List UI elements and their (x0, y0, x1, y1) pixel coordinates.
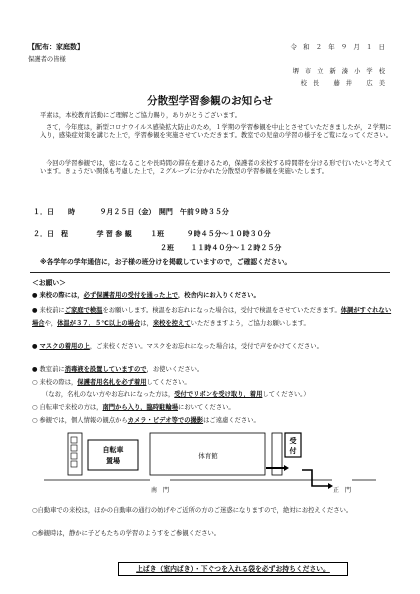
request-emphasis: 消毒液を設置していますので (64, 366, 147, 373)
request-item-3 (32, 341, 394, 354)
request-text: や， (44, 319, 58, 327)
bullet-mark: ● (32, 366, 38, 373)
left-building (68, 433, 82, 475)
request-item-6 (32, 404, 394, 412)
school-name: 堺 市 立 新 湊 小 学 校 (292, 68, 387, 75)
bicycle-parking (88, 440, 138, 470)
schedule-session2-row (160, 244, 281, 253)
request-emphasis: 体温が３７．５℃以上の場合 (57, 319, 141, 327)
bullet-mark: ○ (32, 417, 38, 424)
final-notice: 上ばき（室内ばき）・下ぐつを入れる袋を必ずお持ちください。 (136, 565, 330, 573)
request-text: ，お使いください。 (146, 366, 204, 373)
request-item-7 (32, 417, 394, 425)
south-gate-label: 南 門 (150, 487, 170, 494)
request-text: してください。 (146, 379, 191, 386)
parking-label-1: 自転車 (102, 446, 124, 454)
request-text: 来校の際は， (39, 379, 78, 386)
request-emphasis: 来校を控えて (152, 319, 191, 327)
request-text: （なお，名札のない方やお忘れになった方は， (42, 391, 175, 398)
reception-label-2: 付 (289, 447, 297, 455)
session-name: 学 習 参 観 (96, 230, 132, 238)
route-line (302, 470, 328, 486)
request-emphasis: マスクの着用の上 (39, 343, 90, 350)
bullet-mark: ○ (32, 404, 38, 411)
request-item-4 (32, 366, 394, 374)
session2-time: １１時４０分～１２時２５分 (190, 244, 282, 252)
request-item-5 (32, 379, 394, 387)
request-emphasis: 体調がすぐれない場合 (32, 307, 392, 327)
request-emphasis: 保護者用名札を必ず着用 (77, 379, 147, 386)
request-text: してください。） (262, 391, 310, 398)
south-gate-gap (150, 478, 170, 482)
issue-date: 令 和 ２ 年 ９ 月 １ 日 (290, 43, 387, 51)
request-item-1 (32, 292, 394, 300)
request-text: 自転車で来校の方は， (39, 404, 103, 411)
request-text: ，ご来校ください。マスクをお忘れになった場合は，受付で声をかけてください。 (89, 343, 323, 350)
request-emphasis: ご家庭で検温 (64, 307, 103, 314)
request-text: 教室前に (39, 366, 65, 373)
session1-group: １班 (150, 230, 165, 238)
divider (30, 272, 390, 273)
bullet-mark: ● (32, 307, 38, 314)
bullet-mark: ● (32, 343, 38, 350)
session2-group: ２班 (160, 244, 174, 252)
request-text: はご遠慮ください。 (203, 417, 260, 424)
session-label: ２．日 程 (33, 230, 68, 238)
recipient: 保護者の皆様 (28, 56, 66, 63)
date-label: １．日 時 (33, 208, 75, 216)
gym-label: 体育館 (198, 452, 218, 460)
request-text: は， (140, 319, 153, 327)
final-notice-box (118, 562, 348, 576)
request-text: においてください。 (178, 404, 235, 411)
request-emphasis: 必ず保護者用の受付を通った上で (83, 292, 178, 299)
schedule-date-row (33, 208, 229, 217)
paragraph-plan: 今回の学習参観では，密になることや長時間の滞在を避けるため，保護者の来校する時間帯を分ける形で行いたいと考えています。きょうだい関係も考慮した上で，２グループに分かれた分散型の学習参観を実施いたします。 (40, 160, 393, 175)
bullet-mark: ○ (32, 379, 38, 386)
request-item-2 (32, 305, 394, 330)
schedule-session1-row (33, 230, 271, 239)
arrow-head (284, 465, 289, 471)
request-emphasis: 南門から入り，臨時駐輪場 (102, 404, 179, 411)
closing-car: ○自動車での来校は，ほかの自動車の通行の妨げやご近所の方のご迷惑になりますので，絶対にお控えください。 (32, 507, 353, 514)
date-value: ９月２５日（金） 開門 午前９時３５分 (99, 208, 229, 216)
request-text: 参観では，個人情報の観点から (39, 417, 128, 424)
request-text: 来校前に (39, 307, 65, 314)
request-emphasis: 受付でリボンを受け取り，着用 (174, 391, 263, 398)
closing-quiet: ○参観時は，静かに子どもたちの学習のようすをご参観ください。 (32, 530, 221, 537)
request-text: いただきますよう，ご協力お願いします。 (190, 319, 310, 327)
paragraph-greeting: 平素は，本校教育活動にご理解とご協力賜り，ありがとうございます。 (40, 112, 241, 119)
requests-heading: ＜お願い＞ (32, 279, 66, 287)
bullet-mark: ● (32, 292, 38, 299)
session1-time: ９時４５分～１０時３０分 (186, 230, 271, 238)
parking-label-2: 置場 (106, 457, 120, 465)
schedule-note: ※各学年の学年通信に，お子様の班分けを掲載していますので，ご確認ください。 (40, 258, 292, 266)
page-title: 分散型学習参観のお知らせ (147, 95, 273, 107)
paragraph-intro: さて，今年度は，新型コロナウイルス感染拡大防止のため，１学期の学習参観を中止とさせていただきましたが，２学期に入り，感染症対策を講じた上で，学習参観を実施させていただきます。教室での児童の学習の様子をご覧になってください。 (40, 124, 392, 139)
request-emphasis: カメラ・ビデオ等での撮影 (127, 417, 204, 424)
main-gate-label: 正 門 (332, 487, 352, 494)
reception-label-1: 受 (289, 437, 297, 445)
distribution-tag: 【配布：家庭数】 (28, 43, 84, 51)
principal-name: 校 長 藤 井 広 美 (300, 80, 387, 87)
main-gate-gap (332, 478, 352, 482)
request-item-5-note (42, 391, 404, 399)
left-building-windows (71, 437, 77, 467)
campus-map (40, 430, 380, 498)
request-text: ，校舎内にお入りください。 (177, 292, 260, 299)
request-text: をお願いします。検温をお忘れになった場合は，受付で検温をさせていただきます。 (102, 307, 341, 314)
request-text: 来校の際には， (39, 292, 84, 299)
